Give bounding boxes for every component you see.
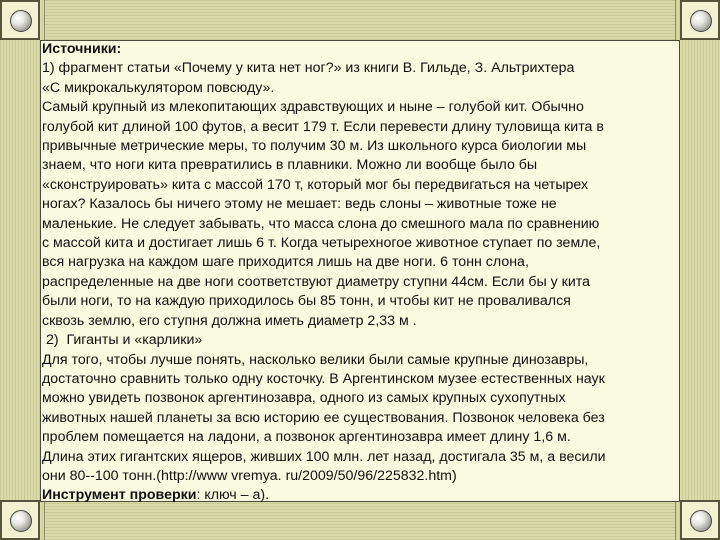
text-line: проблем помещается на ладони, а позвонок аргентинозавра имеет длину 1,6 м. — [42, 429, 571, 446]
text-line: Для того, чтобы лучше понять, насколько велики были самые крупные динозавры, — [42, 351, 589, 368]
document-body — [42, 40, 682, 506]
text-line: были ноги, то на каждую приходилось бы 85 тонн, и чтобы кит не проваливался — [42, 293, 571, 310]
text-line: с массой кита и достигает лишь 6 т. Когда четырехногое животное ступает по земле, — [42, 235, 601, 252]
tool-line — [42, 486, 682, 505]
text-line: можно увидеть позвонок аргентинозавра, одного из самых крупных сухопутных — [42, 390, 566, 407]
text-line: голубой кит длиной 100 футов, а весит 179 т. Если перевести длину туловища кита в — [42, 118, 604, 135]
text-line: «С микрокалькулятором повсюду». — [42, 79, 275, 96]
text-line: сквозь землю, его ступня должна иметь диаметр 2,33 м . — [42, 312, 417, 329]
text-line: распределенные на две ноги соответствуют диаметру ступни 44см. Если бы у кита — [42, 273, 591, 290]
corner-knob-icon — [0, 0, 40, 40]
sources-heading: Источники: — [42, 41, 122, 57]
section-heading: 2) Гиганты и «карлики» — [42, 332, 203, 349]
text-line: достаточно сравнить только одну косточку. В Аргентинском музее естественных наук — [42, 370, 605, 387]
text-line: Длина этих гигантских ящеров, живших 100 млн. лет назад, достигала 35 м, а весили — [42, 448, 606, 465]
text-line: они 80--100 тонн.(http://www vremya. ru/2009/50/96/225832.htm) — [42, 467, 457, 484]
text-line: «сконструировать» кита с массой 170 т, который мог бы передвигаться на четырех — [42, 176, 589, 193]
text-line: ногах? Казалось бы ничего этому не мешает: ведь слоны – животные тоже не — [42, 196, 557, 213]
corner-knob-icon — [680, 0, 720, 40]
text-line: вся нагрузка на каждом шаге приходится лишь на две ноги. 6 тонн слона, — [42, 254, 529, 271]
corner-knob-icon — [680, 500, 720, 540]
frame-top-border — [0, 0, 720, 41]
text-line: животных нашей планеты за всю историю ее существования. Позвонок человека без — [42, 409, 605, 426]
text-line: привычные метрические меры, то получим 30 м. Из школьного курса биологии мы — [42, 138, 587, 155]
text-line: знаем, что ноги кита превратились в плавники. Можно ли вообще было бы — [42, 157, 538, 174]
tool-label: Инструмент проверки — [42, 487, 197, 504]
text-line: Самый крупный из млекопитающих здравствующих и ныне – голубой кит. Обычно — [42, 99, 584, 116]
frame-left-border — [0, 0, 45, 540]
text-line: маленькие. Не следует забывать, что масса слона до смешного мала по сравнению — [42, 215, 600, 232]
corner-knob-icon — [0, 500, 40, 540]
text-line: 1) фрагмент статьи «Почему у кита нет ног?» из книги В. Гильде, З. Альтрихтера — [42, 60, 575, 77]
tool-value: : ключ – а). — [196, 487, 270, 504]
